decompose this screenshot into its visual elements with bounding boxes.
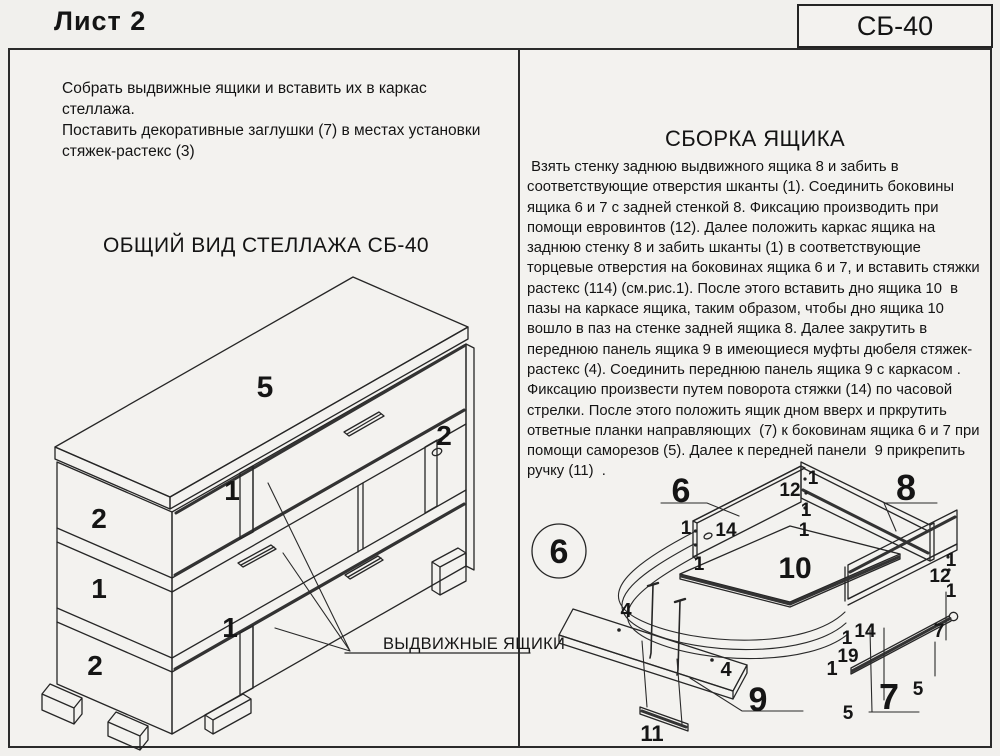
part-label: 2 <box>91 503 107 534</box>
part-label: 5 <box>256 371 274 404</box>
general-instructions-text: Собрать выдвижные ящики и вставить их в каркас стеллажа. Поставить декоративные заглушки (7) в местах установки стяжек-растекс (3) <box>62 80 481 161</box>
screw <box>648 583 658 658</box>
middle-drawer-handle <box>238 545 276 567</box>
part-label: 2 <box>87 650 103 681</box>
part-label: 6 <box>671 472 691 510</box>
part-label: 19 <box>837 646 859 667</box>
part-label: 1 <box>91 573 107 604</box>
screw <box>675 599 685 675</box>
front-panel-9 <box>559 609 747 699</box>
general-view-title: ОБЩИЙ ВИД СТЕЛЛАЖА СБ-40 <box>103 234 429 257</box>
part-label: 1 <box>800 500 812 521</box>
part-label: 1 <box>224 475 240 506</box>
figure-number: 6 <box>549 533 569 571</box>
part-label: 7 <box>933 621 945 642</box>
part-label: 1 <box>945 550 957 571</box>
part-label: 10 <box>778 552 812 585</box>
cam-hole <box>703 532 713 540</box>
part-label: 11 <box>640 721 664 746</box>
part-label: 7 <box>878 676 900 717</box>
drawers-callout-leaders <box>268 483 530 653</box>
part-label: 1 <box>680 518 692 539</box>
part-label: 14 <box>715 520 737 541</box>
part-label: 1 <box>826 658 838 680</box>
part-label: 1 <box>807 468 819 489</box>
part-label: 5 <box>842 703 854 724</box>
dowel-dot <box>804 491 807 494</box>
part-label: 5 <box>912 679 924 700</box>
part-label: 4 <box>720 659 732 681</box>
part-label: 14 <box>854 621 876 642</box>
drawers-callout-label: ВЫДВИЖНЫЕ ЯЩИКИ <box>383 635 566 653</box>
part-label: 8 <box>895 467 917 508</box>
part-label: 9 <box>748 681 768 719</box>
drawer-assembly-drawing <box>519 48 993 746</box>
model-code-badge: СБ-40 <box>797 4 993 48</box>
side-panel-groove <box>850 517 955 572</box>
cam-dowel-dot <box>617 628 621 632</box>
drawer-assembly-title: СБОРКА ЯЩИКА <box>664 126 846 151</box>
bottom-row-divider <box>240 626 253 695</box>
sheet-number-label: Лист 2 <box>54 6 147 36</box>
top-drawer-handle <box>344 412 384 436</box>
top-row-divider <box>240 466 253 539</box>
part-label: 2 <box>436 420 452 451</box>
cam-dowel-dot <box>710 658 714 662</box>
drawer-assembly-text: Взять стенку заднюю выдвижного ящика 8 и забить в соответствующие отверстия шканты (1). Соединить боковины ящика 6 и 7 с задней стенкой 8. Фиксацию производить при помощи евровинтов (12). Далее положить каркас ящика на заднюю стенку 8 и забить шканты (1) в соответствующие торцевые отверстия на боковинах ящика 6 и 7, и вставить стяжки растекс (114) (см.рис.1). После этого вставить дно ящика 10 в пазы на каркасе ящика, таким образом, чтобы дно ящика 10 вошло в паз на стенке задней ящика 8. Далее закрутить в переднюю панель ящика 9 в имеющиеся муфты дюбеля стяжек-растекс (4). Соединить переднюю панель ящика 9 с каркасом . Фиксацию произвести путем поворота стяжки (14) по часовой стрелки. После этого положить ящик дном вверх и пркрутить ответные планки направляющих (7) к боковинам ящика 6 и 7 при помощи саморезов (5). Далее к передней панели 9 прикрепить ручку (11) . <box>527 159 984 480</box>
general-view-drawing <box>8 48 566 746</box>
handle-mount-lines <box>642 641 682 724</box>
part-label: 12 <box>779 480 801 501</box>
part-label: 1 <box>693 554 705 575</box>
part-label: 1 <box>222 612 238 643</box>
middle-row <box>358 440 437 552</box>
part-label: 1 <box>945 581 957 602</box>
part-label: 1 <box>841 628 853 649</box>
part-label: 12 <box>929 566 951 587</box>
dowel-dot <box>803 477 806 480</box>
part-label: 1 <box>798 520 810 541</box>
bottom-panel-edge <box>681 576 790 604</box>
part-label: 4 <box>620 600 632 622</box>
